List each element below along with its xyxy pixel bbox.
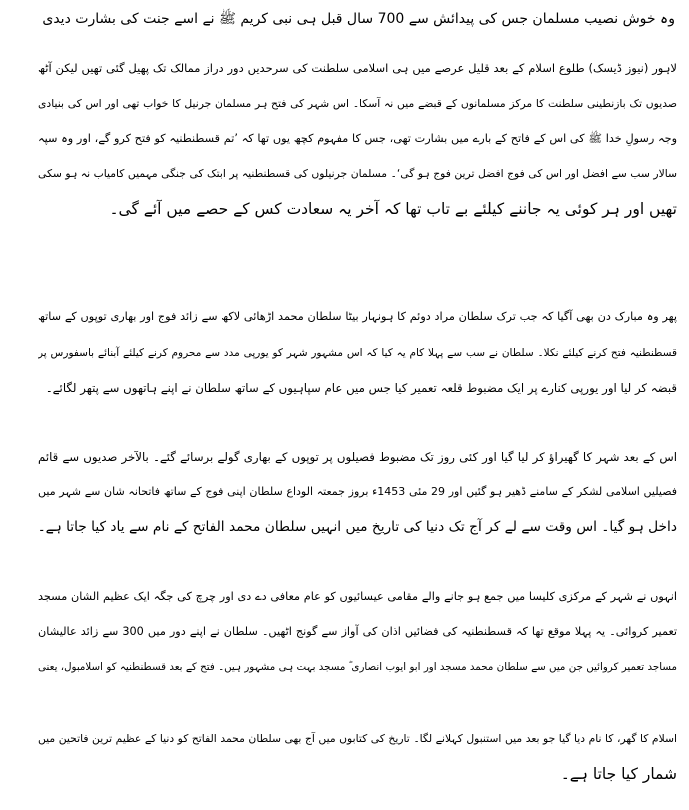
paragraph-line: اسلام کا گھر، کا نام دیا گیا جو بعد میں استنبول کہلانے لگا۔ تاریخ کی کتابوں میں آج بھی سلطان محمد الفاتح کو دنیا کے عظیم ترین فاتحین میں [38,732,677,745]
paragraph-line: صدیوں تک بازنطینی سلطنت کا مرکز مسلمانوں کے قبضے میں نہ آسکا۔ اس شہر کی فتح ہر مسلمان جرنیل کا خواب تھی اور اس کی بنیادی [38,97,677,110]
paragraph-line: فصیلیں اسلامی لشکر کے سامنے ڈھیر ہو گئیں اور 29 مئی 1453ء بروز جمعتہ الوداع سلطان اپنی فوج کے ساتھ فاتحانہ شان سے شہر میں [38,485,677,498]
paragraph-line: مساجد تعمیر کروائیں جن میں سے سلطان محمد مسجد اور ابو ایوب انصاری ؓ مسجد بہت ہی مشہور ہیں۔ فتح کے بعد قسطنطنیہ کو اسلامبول، یعنی [38,661,677,673]
paragraph-line: وجہ رسولِ خدا ﷺ کی اس کے فاتح کے بارے میں بشارت تھی، جس کا مفہوم کچھ یوں تھا کہ ’تم قسطنطنیہ کو فتح کرو گے، اور وہ سپہ [38,132,677,145]
paragraph-line: داخل ہو گیا۔ اس وقت سے لے کر آج تک دنیا کی تاریخ میں انہیں سلطان محمد الفاتح کے نام سے یاد کیا جاتا ہے۔ [38,519,677,535]
paragraph-line: اس کے بعد شہر کا گھیراؤ کر لیا گیا اور کئی روز تک مضبوط فصیلوں پر توپوں کے بھاری گولے برسائے گئے۔ بالآخر صدیوں سے قائم [38,450,677,464]
paragraph-line: سالار سب سے افضل اور اس کی فوج افضل ترین فوج ہو گی‘۔ مسلمان جرنیلوں کی قسطنطنیہ پر ابتک کی جنگی مہمیں کامیاب نہ ہو سکی [38,167,677,180]
paragraph-line: انہوں نے شہر کے مرکزی کلیسا میں جمع ہو جانے والے مقامی عیسائیوں کو عام معافی دے دی اور چرچ کی جگہ ایک عظیم الشان مسجد [38,590,677,603]
paragraph-line: لاہور (نیوز ڈیسک) طلوع اسلام کے بعد قلیل عرصے میں ہی اسلامی سلطنت کی سرحدیں دور دراز ممالک تک پھیل گئی تھیں لیکن آٹھ [38,61,677,75]
article-headline: وہ خوش نصیب مسلمان جس کی پیدائش سے 700 سال قبل ہی نبی کریم ﷺ نے اسے جنت کی بشارت دیدی [42,11,675,27]
paragraph-line: تعمیر کروائی۔ یہ پہلا موقع تھا کہ قسطنطنیہ کی فضائیں اذان کی آواز سے گونج اٹھیں۔ سلطان نے اپنے دور میں 300 سے زائد عالیشان [38,625,677,638]
paragraph-line: تھیں اور ہر کوئی یہ جاننے کیلئے بے تاب تھا کہ آخر یہ سعادت کس کے حصے میں آئے گی۔ [109,200,677,218]
paragraph-line: پھر وہ مبارک دن بھی آگیا کہ جب ترک سلطان مراد دوئم کا ہونہار بیٹا سلطان محمد اڑھائی لاکھ سے زائد فوج اور بھاری توپوں کے ساتھ [38,310,677,323]
paragraph-line: شمار کیا جاتا ہے۔ [560,765,677,783]
paragraph-line: قبضہ کر لیا اور یورپی کنارے پر ایک مضبوط قلعہ تعمیر کیا جس میں عام سپاہیوں کے ساتھ سلطان نے اپنے ہاتھوں سے پتھر لگائے۔ [45,381,677,395]
paragraph-line: قسطنطنیہ فتح کرنے کیلئے نکلا۔ سلطان نے سب سے پہلا کام یہ کیا کہ اس مشہور شہر کو یورپی مدد سے محروم کرنے کیلئے آبنائے باسفورس پر [38,347,677,359]
